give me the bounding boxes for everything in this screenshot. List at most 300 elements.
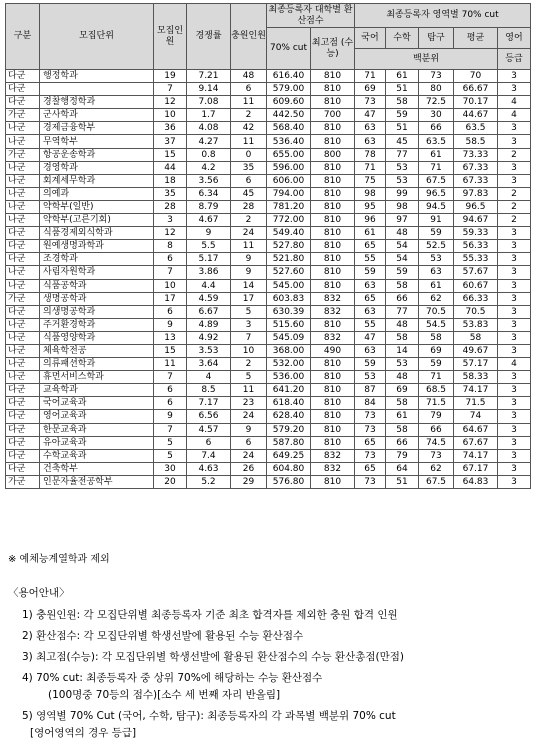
cell-quota: 10 xyxy=(154,279,187,292)
table-row xyxy=(6,187,531,200)
cell-extra: 14 xyxy=(231,279,267,292)
cell-inquiry: 62 xyxy=(419,462,454,475)
cell-korean: 75 xyxy=(355,174,386,187)
cell-competition: 6 xyxy=(187,436,231,449)
cell-inquiry: 53 xyxy=(419,253,454,266)
cell-inquiry: 66 xyxy=(419,122,454,135)
cell-math: 58 xyxy=(386,423,419,436)
cell-group: 가군 xyxy=(6,475,40,488)
cell-math: 98 xyxy=(386,200,419,213)
cell-extra: 17 xyxy=(231,292,267,305)
admissions-table xyxy=(5,3,531,489)
cell-extra: 29 xyxy=(231,475,267,488)
cell-quota: 44 xyxy=(154,161,187,174)
cell-korean: 73 xyxy=(355,410,386,423)
cell-extra: 11 xyxy=(231,240,267,253)
cell-english: 3 xyxy=(498,305,531,318)
cell-inquiry: 70.5 xyxy=(419,305,454,318)
cell-inquiry: 61 xyxy=(419,148,454,161)
cell-inquiry: 67.5 xyxy=(419,475,454,488)
cell-inquiry: 30 xyxy=(419,109,454,122)
cell-english: 3 xyxy=(498,122,531,135)
cell-extra: 9 xyxy=(231,253,267,266)
cell-math: 14 xyxy=(386,344,419,357)
table-row xyxy=(6,371,531,384)
cell-competition: 4.89 xyxy=(187,318,231,331)
cell-unit: 수학교육과 xyxy=(40,449,154,462)
cell-inquiry: 62 xyxy=(419,292,454,305)
cell-quota: 3 xyxy=(154,214,187,227)
cell-inquiry: 73 xyxy=(419,449,454,462)
cell-korean: 65 xyxy=(355,240,386,253)
table-row xyxy=(6,161,531,174)
cell-inquiry: 66 xyxy=(419,423,454,436)
cell-group: 다군 xyxy=(6,70,40,83)
cell-max: 810 xyxy=(311,384,355,397)
cell-avg: 67.33 xyxy=(454,174,498,187)
cell-avg: 70.5 xyxy=(454,305,498,318)
cell-competition: 3.86 xyxy=(187,266,231,279)
cell-korean: 61 xyxy=(355,227,386,240)
cell-max: 810 xyxy=(311,70,355,83)
cell-competition: 1.7 xyxy=(187,109,231,122)
cell-max: 810 xyxy=(311,410,355,423)
cell-competition: 8.5 xyxy=(187,384,231,397)
cell-cut70: 527.80 xyxy=(267,240,311,253)
cell-english: 2 xyxy=(498,200,531,213)
cell-group: 다군 xyxy=(6,83,40,96)
cell-competition: 3.64 xyxy=(187,358,231,371)
cell-inquiry: 61 xyxy=(419,279,454,292)
cell-cut70: 596.00 xyxy=(267,161,311,174)
cell-competition: 4.67 xyxy=(187,214,231,227)
cell-group: 다군 xyxy=(6,397,40,410)
cell-avg: 74.17 xyxy=(454,384,498,397)
cell-extra: 24 xyxy=(231,227,267,240)
header-competition: 경쟁률 xyxy=(187,4,231,70)
cell-unit: 군사학과 xyxy=(40,109,154,122)
cell-group: 나군 xyxy=(6,318,40,331)
cell-english: 3 xyxy=(498,174,531,187)
cell-english: 4 xyxy=(498,109,531,122)
cell-extra: 7 xyxy=(231,331,267,344)
cell-english: 3 xyxy=(498,253,531,266)
cell-competition: 7.17 xyxy=(187,397,231,410)
cell-math: 61 xyxy=(386,70,419,83)
cell-quota: 12 xyxy=(154,96,187,109)
cell-english: 4 xyxy=(498,358,531,371)
header-extra: 충원인원 xyxy=(231,4,267,70)
cell-max: 800 xyxy=(311,148,355,161)
cell-unit: 생명공학과 xyxy=(40,292,154,305)
glossary-title: 〈용어안내〉 xyxy=(8,587,70,599)
cell-unit: 사림자원학과 xyxy=(40,266,154,279)
cell-extra: 24 xyxy=(231,449,267,462)
header-english: 영어 xyxy=(498,28,531,49)
table-row xyxy=(6,135,531,148)
cell-cut70: 568.40 xyxy=(267,122,311,135)
cell-extra: 24 xyxy=(231,410,267,423)
cell-avg: 60.67 xyxy=(454,279,498,292)
cell-cut70: 536.40 xyxy=(267,135,311,148)
cell-korean: 65 xyxy=(355,462,386,475)
cell-max: 810 xyxy=(311,266,355,279)
cell-inquiry: 74.5 xyxy=(419,436,454,449)
cell-inquiry: 73 xyxy=(419,70,454,83)
cell-quota: 35 xyxy=(154,187,187,200)
cell-competition: 4.92 xyxy=(187,331,231,344)
cell-avg: 70 xyxy=(454,70,498,83)
cell-competition: 5.2 xyxy=(187,475,231,488)
header-percentile: 백분위 xyxy=(355,49,498,70)
cell-english: 3 xyxy=(498,292,531,305)
cell-english: 3 xyxy=(498,462,531,475)
cell-quota: 37 xyxy=(154,135,187,148)
cell-english: 3 xyxy=(498,449,531,462)
cell-inquiry: 63 xyxy=(419,266,454,279)
cell-cut70: 628.40 xyxy=(267,410,311,423)
cell-max: 810 xyxy=(311,253,355,266)
cell-english: 3 xyxy=(498,344,531,357)
footnote: ※ 예체능계열학과 제외 xyxy=(8,554,110,565)
cell-quota: 15 xyxy=(154,148,187,161)
cell-inquiry: 79 xyxy=(419,410,454,423)
cell-competition: 6.56 xyxy=(187,410,231,423)
cell-unit: 영어교육과 xyxy=(40,410,154,423)
cell-unit: 건축학부 xyxy=(40,462,154,475)
cell-competition: 8.79 xyxy=(187,200,231,213)
cell-competition: 9 xyxy=(187,227,231,240)
cell-competition: 4.4 xyxy=(187,279,231,292)
cell-math: 97 xyxy=(386,214,419,227)
cell-quota: 9 xyxy=(154,318,187,331)
cell-competition: 4.63 xyxy=(187,462,231,475)
cell-inquiry: 63.5 xyxy=(419,135,454,148)
cell-group: 다군 xyxy=(6,96,40,109)
cell-cut70: 630.39 xyxy=(267,305,311,318)
cell-max: 810 xyxy=(311,436,355,449)
cell-group: 나군 xyxy=(6,344,40,357)
cell-unit: 휴먼서비스학과 xyxy=(40,371,154,384)
cell-math: 64 xyxy=(386,462,419,475)
cell-unit: 의류패션학과 xyxy=(40,358,154,371)
glossary-item-3: 3) 최고점(수능): 각 모집단위별 학생선발에 활용된 환산점수의 수능 환산총점(만점) xyxy=(22,651,404,663)
cell-korean: 73 xyxy=(355,449,386,462)
cell-avg: 57.17 xyxy=(454,358,498,371)
cell-korean: 71 xyxy=(355,161,386,174)
cell-korean: 65 xyxy=(355,292,386,305)
cell-quota: 6 xyxy=(154,253,187,266)
cell-quota: 11 xyxy=(154,358,187,371)
cell-extra: 2 xyxy=(231,358,267,371)
table-row xyxy=(6,384,531,397)
cell-english: 2 xyxy=(498,214,531,227)
glossary-item-4: 4) 70% cut: 최종등록자 중 상위 70%에 해당하는 수능 환산점수 xyxy=(22,672,323,684)
cell-math: 66 xyxy=(386,436,419,449)
table-row xyxy=(6,436,531,449)
cell-cut70: 527.60 xyxy=(267,266,311,279)
table-row xyxy=(6,200,531,213)
cell-max: 810 xyxy=(311,371,355,384)
cell-cut70: 618.40 xyxy=(267,397,311,410)
cell-max: 810 xyxy=(311,279,355,292)
cell-extra: 6 xyxy=(231,436,267,449)
cell-inquiry: 91 xyxy=(419,214,454,227)
cell-quota: 6 xyxy=(154,305,187,318)
cell-competition: 3.53 xyxy=(187,344,231,357)
cell-competition: 4.59 xyxy=(187,292,231,305)
cell-cut70: 609.60 xyxy=(267,96,311,109)
cell-group: 나군 xyxy=(6,135,40,148)
cell-max: 810 xyxy=(311,240,355,253)
cell-extra: 9 xyxy=(231,423,267,436)
glossary-item-1: 1) 충원인원: 각 모집단위별 최종등록자 기준 최초 합격자를 제외한 충원 합격 인원 xyxy=(22,609,398,621)
cell-max: 810 xyxy=(311,96,355,109)
cell-extra: 9 xyxy=(231,266,267,279)
cell-english: 3 xyxy=(498,318,531,331)
cell-group: 나군 xyxy=(6,279,40,292)
table-row xyxy=(6,253,531,266)
cell-quota: 12 xyxy=(154,227,187,240)
cell-max: 810 xyxy=(311,174,355,187)
cell-unit: 회계세무학과 xyxy=(40,174,154,187)
cell-extra: 6 xyxy=(231,83,267,96)
cell-extra: 0 xyxy=(231,148,267,161)
cell-group: 다군 xyxy=(6,449,40,462)
cell-english: 4 xyxy=(498,96,531,109)
cell-max: 810 xyxy=(311,227,355,240)
cell-group: 나군 xyxy=(6,187,40,200)
cell-korean: 73 xyxy=(355,96,386,109)
cell-avg: 74 xyxy=(454,410,498,423)
cell-korean: 71 xyxy=(355,70,386,83)
header-cut70: 70% cut xyxy=(267,28,311,70)
cell-group: 나군 xyxy=(6,331,40,344)
cell-cut70: 606.00 xyxy=(267,174,311,187)
cell-quota: 13 xyxy=(154,331,187,344)
cell-max: 810 xyxy=(311,397,355,410)
cell-max: 810 xyxy=(311,161,355,174)
cell-math: 77 xyxy=(386,305,419,318)
cell-cut70: 603.83 xyxy=(267,292,311,305)
cell-quota: 28 xyxy=(154,200,187,213)
cell-max: 490 xyxy=(311,344,355,357)
cell-quota: 9 xyxy=(154,410,187,423)
cell-quota: 30 xyxy=(154,462,187,475)
cell-cut70: 579.00 xyxy=(267,83,311,96)
cell-cut70: 641.20 xyxy=(267,384,311,397)
table-row xyxy=(6,358,531,371)
cell-english: 3 xyxy=(498,423,531,436)
table-body xyxy=(6,70,531,489)
cell-unit: 약학부(일반) xyxy=(40,200,154,213)
cell-max: 832 xyxy=(311,462,355,475)
cell-avg: 71.5 xyxy=(454,397,498,410)
cell-avg: 55.33 xyxy=(454,253,498,266)
cell-math: 77 xyxy=(386,148,419,161)
cell-avg: 73.33 xyxy=(454,148,498,161)
cell-inquiry: 94.5 xyxy=(419,200,454,213)
table-row xyxy=(6,475,531,488)
cell-cut70: 604.80 xyxy=(267,462,311,475)
cell-max: 832 xyxy=(311,331,355,344)
cell-extra: 35 xyxy=(231,161,267,174)
cell-math: 59 xyxy=(386,109,419,122)
cell-unit: 체육학전공 xyxy=(40,344,154,357)
cell-group: 나군 xyxy=(6,358,40,371)
cell-unit: 경제금융학부 xyxy=(40,122,154,135)
cell-inquiry: 71 xyxy=(419,371,454,384)
cell-math: 66 xyxy=(386,292,419,305)
glossary xyxy=(8,586,404,741)
cell-math: 53 xyxy=(386,358,419,371)
cell-english: 3 xyxy=(498,371,531,384)
cell-korean: 63 xyxy=(355,279,386,292)
cell-quota: 7 xyxy=(154,423,187,436)
cell-competition: 4 xyxy=(187,371,231,384)
cell-avg: 67.67 xyxy=(454,436,498,449)
cell-quota: 36 xyxy=(154,122,187,135)
cell-korean: 73 xyxy=(355,475,386,488)
cell-quota: 10 xyxy=(154,109,187,122)
cell-math: 51 xyxy=(386,122,419,135)
cell-math: 58 xyxy=(386,96,419,109)
cell-english: 3 xyxy=(498,135,531,148)
cell-max: 810 xyxy=(311,135,355,148)
table-row xyxy=(6,122,531,135)
table-row xyxy=(6,227,531,240)
cell-unit xyxy=(40,83,154,96)
cell-cut70: 655.00 xyxy=(267,148,311,161)
cell-extra: 2 xyxy=(231,214,267,227)
cell-extra: 11 xyxy=(231,96,267,109)
cell-korean: 69 xyxy=(355,83,386,96)
cell-unit: 조경학과 xyxy=(40,253,154,266)
table-row xyxy=(6,397,531,410)
cell-avg: 63.5 xyxy=(454,122,498,135)
cell-korean: 63 xyxy=(355,305,386,318)
cell-extra: 10 xyxy=(231,344,267,357)
cell-math: 48 xyxy=(386,371,419,384)
table-row xyxy=(6,240,531,253)
cell-korean: 63 xyxy=(355,344,386,357)
cell-korean: 96 xyxy=(355,214,386,227)
cell-math: 59 xyxy=(386,266,419,279)
cell-unit: 국어교육과 xyxy=(40,397,154,410)
table-row xyxy=(6,266,531,279)
cell-quota: 6 xyxy=(154,384,187,397)
cell-unit: 항공운송학과 xyxy=(40,148,154,161)
cell-quota: 7 xyxy=(154,83,187,96)
table-row xyxy=(6,331,531,344)
cell-group: 다군 xyxy=(6,227,40,240)
cell-avg: 53.83 xyxy=(454,318,498,331)
cell-extra: 28 xyxy=(231,200,267,213)
cell-quota: 8 xyxy=(154,240,187,253)
cell-max: 832 xyxy=(311,305,355,318)
cell-competition: 6.34 xyxy=(187,187,231,200)
cell-korean: 59 xyxy=(355,358,386,371)
cell-unit: 식품공학과 xyxy=(40,279,154,292)
cell-math: 99 xyxy=(386,187,419,200)
cell-competition: 4.27 xyxy=(187,135,231,148)
cell-avg: 44.67 xyxy=(454,109,498,122)
cell-english: 3 xyxy=(498,240,531,253)
cell-korean: 63 xyxy=(355,122,386,135)
cell-english: 3 xyxy=(498,475,531,488)
table-row xyxy=(6,423,531,436)
cell-english: 3 xyxy=(498,266,531,279)
cell-english: 3 xyxy=(498,279,531,292)
cell-inquiry: 72.5 xyxy=(419,96,454,109)
cell-max: 810 xyxy=(311,318,355,331)
cell-unit: 약학부(고른기회) xyxy=(40,214,154,227)
cell-extra: 3 xyxy=(231,318,267,331)
cell-avg: 57.67 xyxy=(454,266,498,279)
cell-group: 나군 xyxy=(6,266,40,279)
glossary-item-5-sub: [영어영역의 경우 등급] xyxy=(30,727,137,739)
table-row xyxy=(6,292,531,305)
cell-cut70: 794.00 xyxy=(267,187,311,200)
cell-math: 51 xyxy=(386,83,419,96)
table-row xyxy=(6,148,531,161)
cell-quota: 19 xyxy=(154,70,187,83)
cell-korean: 78 xyxy=(355,148,386,161)
cell-math: 79 xyxy=(386,449,419,462)
cell-english: 3 xyxy=(498,83,531,96)
cell-unit: 의생명공학과 xyxy=(40,305,154,318)
table-row xyxy=(6,462,531,475)
cell-korean: 53 xyxy=(355,371,386,384)
cell-unit: 교육학과 xyxy=(40,384,154,397)
cell-unit: 무역학부 xyxy=(40,135,154,148)
header-inquiry: 탐구 xyxy=(419,28,454,49)
cell-cut70: 536.00 xyxy=(267,371,311,384)
cell-extra: 26 xyxy=(231,462,267,475)
cell-english: 3 xyxy=(498,397,531,410)
cell-inquiry: 71.5 xyxy=(419,397,454,410)
table-row xyxy=(6,449,531,462)
cell-avg: 56.33 xyxy=(454,240,498,253)
cell-korean: 65 xyxy=(355,436,386,449)
cell-english: 3 xyxy=(498,436,531,449)
cell-max: 810 xyxy=(311,423,355,436)
cell-extra: 45 xyxy=(231,187,267,200)
cell-inquiry: 71 xyxy=(419,161,454,174)
header-unit: 모집단위 xyxy=(40,4,154,70)
cell-competition: 4.08 xyxy=(187,122,231,135)
table-row xyxy=(6,214,531,227)
cell-english: 2 xyxy=(498,148,531,161)
cell-competition: 5.17 xyxy=(187,253,231,266)
cell-max: 810 xyxy=(311,475,355,488)
cell-inquiry: 52.5 xyxy=(419,240,454,253)
cell-competition: 7.08 xyxy=(187,96,231,109)
cell-cut70: 587.80 xyxy=(267,436,311,449)
cell-korean: 84 xyxy=(355,397,386,410)
cell-max: 810 xyxy=(311,214,355,227)
cell-english: 3 xyxy=(498,70,531,83)
cell-inquiry: 58 xyxy=(419,331,454,344)
header-korean: 국어 xyxy=(355,28,386,49)
cell-korean: 47 xyxy=(355,109,386,122)
cell-extra: 5 xyxy=(231,371,267,384)
cell-extra: 6 xyxy=(231,174,267,187)
cell-group: 나군 xyxy=(6,174,40,187)
cell-korean: 47 xyxy=(355,331,386,344)
cell-extra: 11 xyxy=(231,135,267,148)
cell-competition: 7.4 xyxy=(187,449,231,462)
